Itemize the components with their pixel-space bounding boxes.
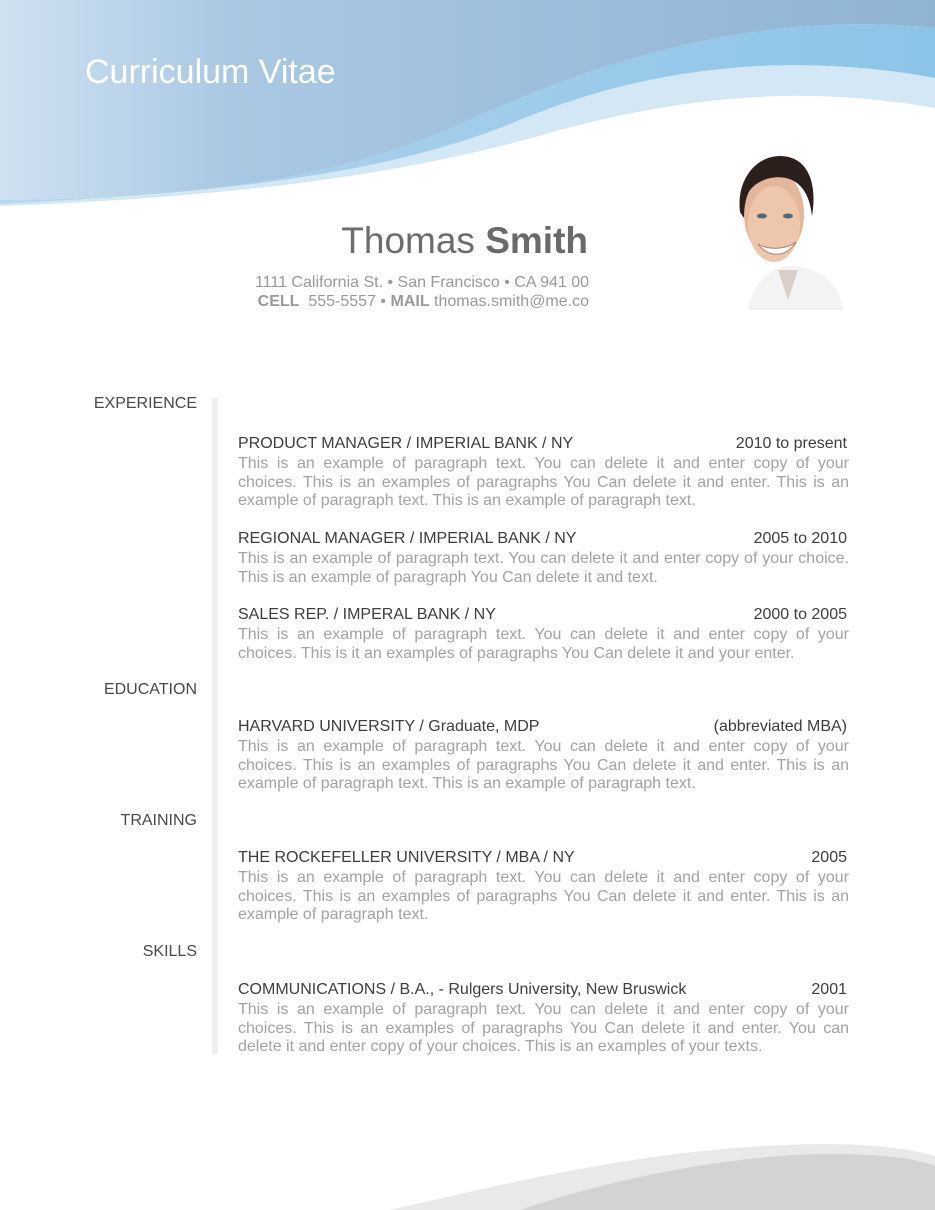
entry-date: 2005 to 2010 (753, 530, 847, 547)
entry-description: This is an example of paragraph text. You can delete it and enter copy of your choices. This is an examples of paragraphs You Can delete it and enter. This is an example of paragraph text. This is an example of paragraph text. (238, 455, 849, 509)
entry-title: SALES REP. / IMPERAL BANK / NY (238, 606, 496, 623)
entry-description: This is an example of paragraph text. You can delete it and enter copy of your choices. This is an examples of paragraphs You Can delete it and enter. This is an example of paragraph text. (238, 869, 849, 923)
experience-entry (238, 529, 849, 587)
portrait-photo (718, 150, 848, 310)
entry-date: 2001 (811, 981, 847, 998)
section-label-training: TRAINING (120, 812, 197, 829)
section-label-experience: EXPERIENCE (93, 395, 197, 412)
address: 1111 California St. • San Francisco • CA 941 00 (254, 274, 589, 291)
entry-date: (abbreviated MBA) (713, 718, 847, 735)
contact-line (255, 292, 589, 311)
entry-description: This is an example of paragraph text. You can delete it and enter copy of your choice. This is an example of paragraph You Can delete it and text. (238, 550, 849, 586)
entry-description: This is an example of paragraph text. You can delete it and enter copy of your choices. This is it an examples of paragraphs You Can delete it and your enter. (238, 626, 849, 662)
entry-title: HARVARD UNIVERSITY / Graduate, MDP (238, 718, 540, 735)
mail-value: thomas.smith@me.co (434, 293, 589, 310)
section-divider-bar (212, 398, 218, 1054)
contact-info (255, 273, 589, 311)
entry-date: 2000 to 2005 (753, 606, 847, 623)
training-entry (238, 848, 849, 925)
person-name (341, 220, 588, 262)
entry-title: PRODUCT MANAGER / IMPERIAL BANK / NY (238, 435, 574, 452)
entry-title: COMMUNICATIONS / B.A., - Rulgers University, New Bruswick (238, 981, 687, 998)
experience-entry (238, 605, 849, 663)
education-entry (238, 717, 849, 794)
skills-entry (238, 980, 849, 1057)
entry-title: REGIONAL MANAGER / IMPERIAL BANK / NY (238, 530, 577, 547)
entry-date: 2005 (811, 849, 847, 866)
experience-entry (238, 434, 849, 511)
mail-label: MAIL (390, 293, 430, 310)
footer-wave-decoration (0, 1120, 935, 1210)
document-title: Curriculum Vitae (85, 53, 336, 91)
cell-label: CELL (257, 293, 300, 310)
first-name: Thomas (341, 220, 475, 261)
entry-date: 2010 to present (735, 435, 847, 452)
section-label-skills: SKILLS (142, 943, 197, 960)
last-name: Smith (485, 220, 588, 261)
entry-description: This is an example of paragraph text. You can delete it and enter copy of your choices. This is an examples of paragraphs You Can delete it and enter. This is an example of paragraph text. This is an example of paragraph text. (238, 738, 849, 792)
separator: • (380, 293, 387, 310)
entry-title: THE ROCKEFELLER UNIVERSITY / MBA / NY (238, 849, 575, 866)
entry-description: This is an example of paragraph text. You can delete it and enter copy of your choices. This is an examples of paragraphs You Can delete it and enter. You can delete it and enter copy of your choices. This is an examples of your texts. (238, 1001, 849, 1055)
cell-value: 555-5557 (308, 293, 376, 310)
section-label-education: EDUCATION (103, 681, 197, 698)
